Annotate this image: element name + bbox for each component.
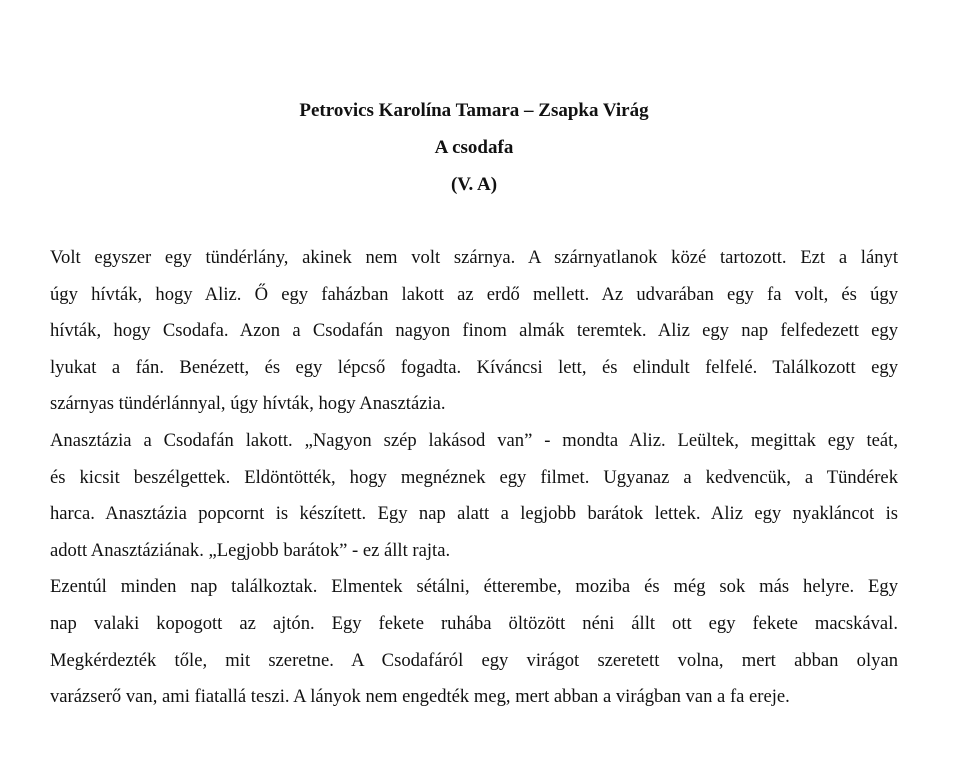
story-title: A csodafa xyxy=(434,137,514,158)
text-line: szárnyas tündérlánnyal, úgy hívták, hogy Anasztázia. xyxy=(50,393,446,415)
text-line: Anasztázia a Csodafán lakott. „Nagyon szép lakásod van” - mondta Aliz. Leültek, megittak egy teát, xyxy=(50,429,898,451)
authors-line: Petrovics Karolína Tamara – Zsapka Virág xyxy=(299,100,649,121)
story-body xyxy=(50,240,898,716)
text-line: Megkérdezték tőle, mit szeretne. A Csodafáról egy virágot szeretett volna, mert abban olyan xyxy=(50,649,898,671)
text-line: Ezentúl minden nap találkoztak. Elmentek sétálni, étterembe, moziba és még sok más helyre. Egy xyxy=(50,576,898,598)
paragraph-2 xyxy=(50,423,898,569)
text-line: adott Anasztáziának. „Legjobb barátok” - ez állt rajta. xyxy=(50,539,451,561)
document-header xyxy=(0,96,948,207)
text-line: varázserő van, ami fiatallá teszi. A lányok nem engedték meg, mert abban a virágban van a fa ereje. xyxy=(50,686,790,708)
text-line: nap valaki kopogott az ajtón. Egy fekete ruhába öltözött néni állt ott egy fekete macskával. xyxy=(50,612,898,634)
text-line: úgy hívták, hogy Aliz. Ő egy faházban lakott az erdő mellett. Az udvarában egy fa volt, és úgy xyxy=(50,283,898,305)
paragraph-1 xyxy=(50,240,898,423)
text-line: lyukat a fán. Benézett, és egy lépcső fogadta. Kíváncsi lett, és elindult felfelé. Találkozott egy xyxy=(50,356,898,378)
paragraph-3 xyxy=(50,569,898,715)
text-line: hívták, hogy Csodafa. Azon a Csodafán nagyon finom almák teremtek. Aliz egy nap felfedezett egy xyxy=(50,320,898,342)
text-line: és kicsit beszélgettek. Eldöntötték, hogy megnéznek egy filmet. Ugyanaz a kedvencük, a Tündérek xyxy=(50,466,898,488)
text-line: harca. Anasztázia popcornt is készített. Egy nap alatt a legjobb barátok lettek. Aliz egy nyakláncot is xyxy=(50,503,898,525)
class-label: (V. A) xyxy=(450,174,498,195)
text-line: Volt egyszer egy tündérlány, akinek nem volt szárnya. A szárnyatlanok közé tartozott. Ezt a lányt xyxy=(50,247,898,268)
